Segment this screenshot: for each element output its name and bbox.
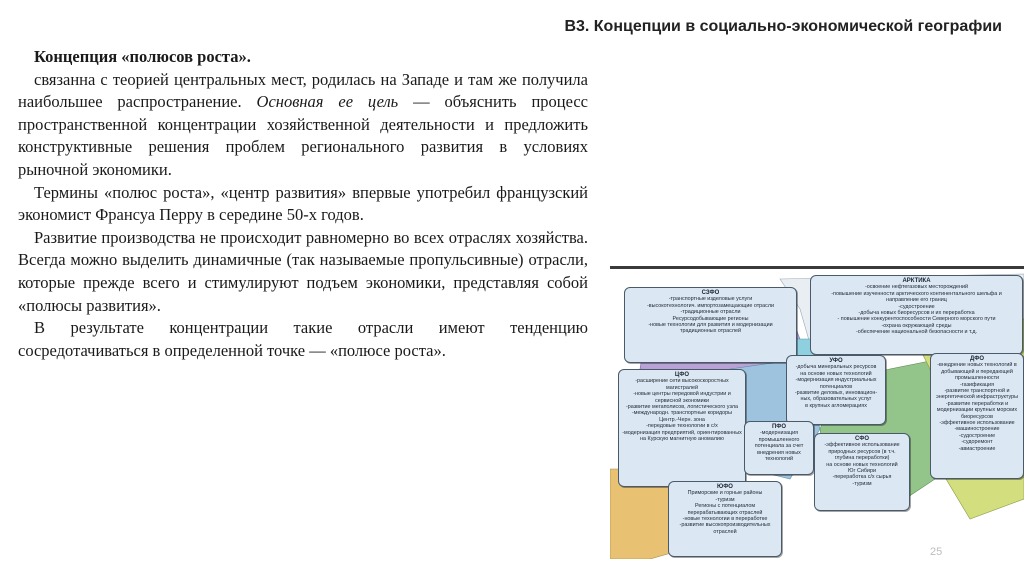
box-ufo-line: в крупных агломерациях [805, 402, 867, 409]
box-pfo-line: технологий [764, 456, 794, 463]
box-dfo-line: -газификация [959, 381, 994, 388]
box-arctic-line: -повышение изученности арктического континентального шельфа и [831, 290, 1002, 297]
box-cfo-line: -модернизация предприятий, ориентированных на Курскую магнитную аномалию [622, 429, 742, 443]
box-cfo-line: -международн. транспортные коридоры [631, 410, 733, 417]
box-dfo-line: -развитие переработки и модернизации крупных морских биоресурсов [936, 400, 1018, 420]
box-arctic-line: направление его границ [886, 297, 947, 304]
box-szfo-line: Ресурсодобывающие регионы [672, 315, 749, 322]
box-cfo-line: -передовые технологии в с/х [646, 423, 718, 430]
box-ufo-line: на основе новых технологий [800, 370, 872, 377]
box-ufo [786, 355, 886, 425]
box-pfo-line: промышленного [758, 436, 800, 443]
box-ufo-line: -добыча минеральных ресурсов [795, 364, 877, 371]
body-text [18, 46, 588, 362]
box-dfo-title: ДФО [970, 356, 984, 362]
paragraph-origin [18, 69, 588, 182]
box-yufo-line: -новые технологии в переработке [682, 516, 768, 523]
box-sfo-line: Юг Сибири [848, 468, 876, 475]
box-yufo-line: Приморские и горные районы [687, 490, 763, 497]
box-szfo-line: традиционных отраслей [680, 328, 741, 335]
slide-title: В3. Концепции в социально-экономической географии [564, 18, 1002, 35]
box-yufo-title: ЮФО [717, 484, 733, 490]
box-dfo-line: -внедрение новых технологий в добывающей и передающей промышленности [937, 362, 1017, 382]
box-yufo-line: перерабатывающих отраслей [687, 509, 763, 516]
box-cfo-line: -новые центры передовой индустрии и сервисной экономики [633, 391, 731, 404]
box-yufo [668, 481, 782, 557]
box-cfo [618, 369, 746, 487]
box-cfo-line: -расширение сети высокоскоростных магистралей [635, 378, 729, 391]
box-dfo-line: -эффективное использование [939, 420, 1015, 427]
box-arctic-line: -судостроение [898, 303, 935, 310]
box-dfo-line: -судоремонт [961, 439, 993, 446]
box-szfo-title: СЗФО [701, 290, 720, 296]
box-szfo-line: -транспортные изделовые услуги [668, 296, 753, 303]
box-yufo-line: -развитие высокопроизводительных [679, 522, 771, 529]
box-yufo-line: Регионы с потенциалом [694, 503, 756, 510]
box-dfo-line: -развитие транспортной и энергетической инфраструктуры [936, 388, 1018, 401]
box-pfo [744, 421, 814, 475]
box-pfo-line: -модернизация [760, 430, 798, 437]
box-sfo-title: СФО [854, 436, 870, 442]
russia-regions-map [610, 266, 1024, 559]
box-sfo-line: -переработка с/х сырья [832, 474, 892, 481]
paragraph-terms: Термины «полюс роста», «центр развития» впервые употребил французский экономист Франсуа Перру в середине 50-х годов. [18, 182, 588, 225]
box-ufo-line: потенциалов [819, 383, 853, 390]
box-arctic-line: -освоение нефтегазовых месторождений [864, 284, 969, 291]
box-sfo-line: глубина переработки) [834, 455, 890, 462]
box-szfo-line: -новые технологии для развития и модернизации [648, 322, 773, 329]
box-arctic-line: -добыча новых биоресурсов и их переработка [858, 310, 975, 317]
box-ufo-title: УФО [829, 358, 843, 364]
box-cfo-line: -развитие мегаполисов, логистического узла [625, 404, 739, 411]
box-sfo [814, 433, 910, 511]
box-pfo-line: потенциала за счет [754, 443, 804, 450]
box-sfo-line: на основе новых технологий [826, 461, 898, 468]
box-arctic-line: - повышение конкурентоспособности Северного морского пути [837, 316, 996, 323]
box-pfo-title: ПФО [771, 424, 787, 430]
box-ufo-line: -модернизация индустриальных [795, 377, 877, 384]
paragraph-origin-end: — объяснить процесс пространственной концентрации хозяйственной деятельности и предложить конструктивные решения проблем регионального развития в условиях рыночной экономики. [18, 92, 589, 179]
paragraph-origin-start: связанна с теорией центральных мест, родилась на Западе и там же получила наибольшее распространение. [18, 69, 588, 112]
box-dfo-line: -судостроение [958, 432, 996, 439]
box-sfo-line: -эффективное использование [824, 442, 900, 449]
box-arctic-line: -обеспечение национальной безопасности и т.д. [855, 329, 978, 336]
box-arctic-title: АРКТИКА [902, 278, 931, 284]
box-pfo-line: внедрения новых [757, 449, 801, 456]
page-number: 25 [930, 546, 943, 558]
box-sfo-line: -туризм [852, 480, 872, 487]
box-szfo [624, 287, 797, 363]
paragraph-result: В результате концентрации такие отрасли имеют тенденцию сосредотачиваться в определенной точке — «полюсе роста». [18, 318, 588, 360]
box-arctic [810, 275, 1023, 355]
main-goal-emphasis: Основная ее цель [256, 92, 399, 112]
box-sfo-line: природных ресурсов (в т.ч. [828, 448, 896, 455]
box-ufo-line: ных, образовательных услуг [800, 396, 872, 403]
box-yufo-line: -туризм [715, 496, 735, 503]
box-cfo-title: ЦФО [674, 372, 690, 378]
concept-heading: Концепция «полюсов роста». [34, 47, 251, 66]
box-dfo-line: -авиастроение [958, 445, 996, 452]
box-cfo-line: Центр.-Черн. зона [659, 416, 705, 423]
box-szfo-line: -традиционные отрасли [680, 309, 741, 316]
paragraph-development: Развитие производства не происходит равномерно во всех отраслях хозяйства. Всегда можно выделить динамичные (так называемые пропульсивные) отрасли, которые прежде всего и стимулируют подъем экономики, представляя собой «полюсы развития». [18, 227, 588, 315]
box-dfo-line: -машиностроение [954, 426, 1000, 433]
box-yufo-line: отраслей [713, 528, 737, 535]
box-szfo-line: -высокотехнологич. импортозамещающие отрасли [646, 302, 775, 309]
box-ufo-line: -развитие деловых, инновацион- [794, 390, 878, 397]
box-arctic-line: -охрана окружающей среды [881, 322, 952, 329]
box-dfo [930, 353, 1024, 479]
